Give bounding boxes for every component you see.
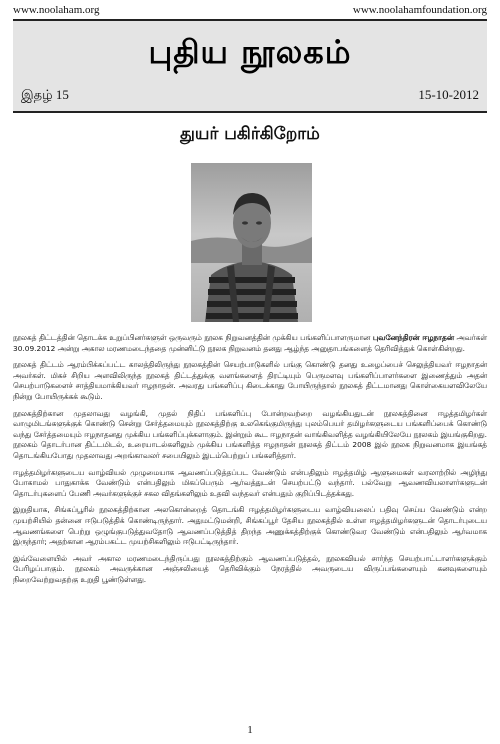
website-url-noolaham[interactable]: www.noolaham.org: [13, 4, 100, 16]
paragraph-1-rest: அவர்கள் 30.09.2012 அன்று அகால மரணமடைந்ததை முன்னிட்டு நூலக நிறுவனம் தனது ஆழ்ந்த அனுதாபங்களைத் தெரிவித்துக் கொள்கின்றது.: [13, 333, 487, 353]
newsletter-title: புதிய நூலகம்: [148, 33, 352, 71]
paragraph-6: இவ்வேளையில் அவர் அகால மரணமடைந்திருப்பது நூலகத்திற்கும் ஆவணப்படுத்தல், நூலகவியல் சார்ந்த செயற்பாட்டாளர்களுக்கும் பேரிழப்பாகும். நூலகம் அவருக்கான அஞ்சலியைத் தெரிவிக்கும் நேரத்தில் அவருடைய விருப்பங்களையும் கனவுகளையும் நிறைவேற்றுவதற்கு உறுதி பூண்டுள்ளது.: [13, 553, 487, 584]
portrait-image: [191, 163, 312, 322]
paragraph-5: இறுதியாக, சிங்கப்பூரில் நூலகத்திற்கான அலகொன்றைத் தொடங்கி ஈழத்தமிழர்களுடைய வாழ்வியலைப் பதிவு செய்ய வேண்டும் என்ற முயற்சியில் தன்னை ஈடுபடுத்திக் கொண்டிருந்தார். அதுமட்டுமன்றி, சிங்கப்பூர் தேசிய நூலகத்தில் உள்ள ஈழத்தமிழர்களுடன் தொடர்புடைய ஆவணங்களை பெற்று ஒழுங்குபடுத்துவதோடு ஆவணப்படுத்தித் திறந்த அணுக்கத்திற்குக் கொண்டுவர வேண்டும் என்பதிலும் ஆர்வமாக இருந்தார்; அதற்கான ஆரம்பகட்ட முயற்சிகளிலும் ஈடுபட்டிருந்தார்.: [13, 505, 487, 547]
person-name: புவனேந்திரன் ஈழநாதன்: [372, 333, 454, 342]
paragraph-1-lead: நூலகத் திட்டத்தின் தொடக்க உறுப்பினர்களுள் ஒருவரும் நூலக நிறுவனத்தின் முக்கிய பங்களிப்பாளருமான: [13, 333, 371, 342]
article-body: [13, 333, 487, 591]
paragraph-1: [13, 333, 487, 354]
page-number: 1: [247, 724, 253, 736]
paragraph-2: நூலகத் திட்டம் ஆரம்பிக்கப்பட்ட காலத்திலிருந்து நூலகத்தின் செயற்பாடுகளில் பங்கு கொண்டு தனது உழைப்பைச் செலுத்தியவர் ஈழநாதன் அவர்கள். மிகச் சிறிய அளவிலிருந்த நூலகத் திட்டத்துக்கு வளங்களைத் திரட்டியும் பெருமளவு பங்களிப்பாளர்களை இணைத்தும் அதன் செயற்பாடுகளைச் சாத்தியமாக்கியவர் ஈழநாதன். அவரது பங்களிப்பு கிடைக்காது போயிருந்தால் நூலகத் திட்டமானது கொள்கையளவிலேயே நின்று போயிருக்கக் கூடும்.: [13, 360, 487, 401]
website-url-foundation[interactable]: www.noolahamfoundation.org: [352, 4, 487, 16]
article-headline: துயர் பகிர்கிறோம்: [180, 124, 320, 144]
paragraph-3: நூலகத்திற்கான முதலாவது வழங்கி, முதல் நிதிப் பங்களிப்பு போன்றவற்றை வழங்கியதுடன் நூலகத்தினை ஈழத்தமிழர்கள் வாழுமிடங்களுக்குக் கொண்டு சென்று சேர்த்தமையும் நூலகத்திற்கு உலகெங்குமிருந்து புலம்பெயர் தமிழர்களுடைய பங்களிப்பைக் கொண்டு வந்து சேர்த்தமையும் ஈழநாதனது முக்கிய பங்களிப்புக்களாகும். இன்றும் கூட ஈழநாதன் வாங்கிவளித்த வழங்கியிலேயே நூலகம் இயங்குகிறது. நூலகம் தொடர்பான திட்டமிடல், உரையாடல்களிலும் முக்கிய பங்களித்த ஈழநாதன் நூலகத் திட்டம் 2008 இல் நூலக நிறுவனமாக இயங்கத் தொடங்கியபோது முதலாவது அறங்காவலர் சபையிலும் இடம்பெற்றுப் பங்களித்தார்.: [13, 408, 487, 460]
header-urls: [13, 4, 487, 18]
paragraph-4: ஈழத்தமிழர்களுடைய வாழ்வியல் முழுமையாக ஆவணப்படுத்தப்பட வேண்டும் என்பதிலும் ஈழத்தமிழ் ஆளுமைகள் வரலாற்றில் அழிந்து போகாமல் பாதுகாக்க வேண்டும் என்பதிலும் மிகப்பெரும் ஆர்வத்துடன் செயற்பட்டு வந்தார். பல்வேறு ஆவணவியலாளர்களுடன் தொடர்புகளைப் பேணி அவர்களுக்குச் சகல விதங்களிலும் உதவி வந்தவர் என்பதும் குறிப்பிடத்தக்கது.: [13, 467, 487, 498]
masthead: [13, 19, 487, 113]
issue-date: 15-10-2012: [418, 87, 479, 102]
portrait-photo: [191, 163, 312, 322]
issue-number: இதழ் 15: [21, 87, 69, 102]
